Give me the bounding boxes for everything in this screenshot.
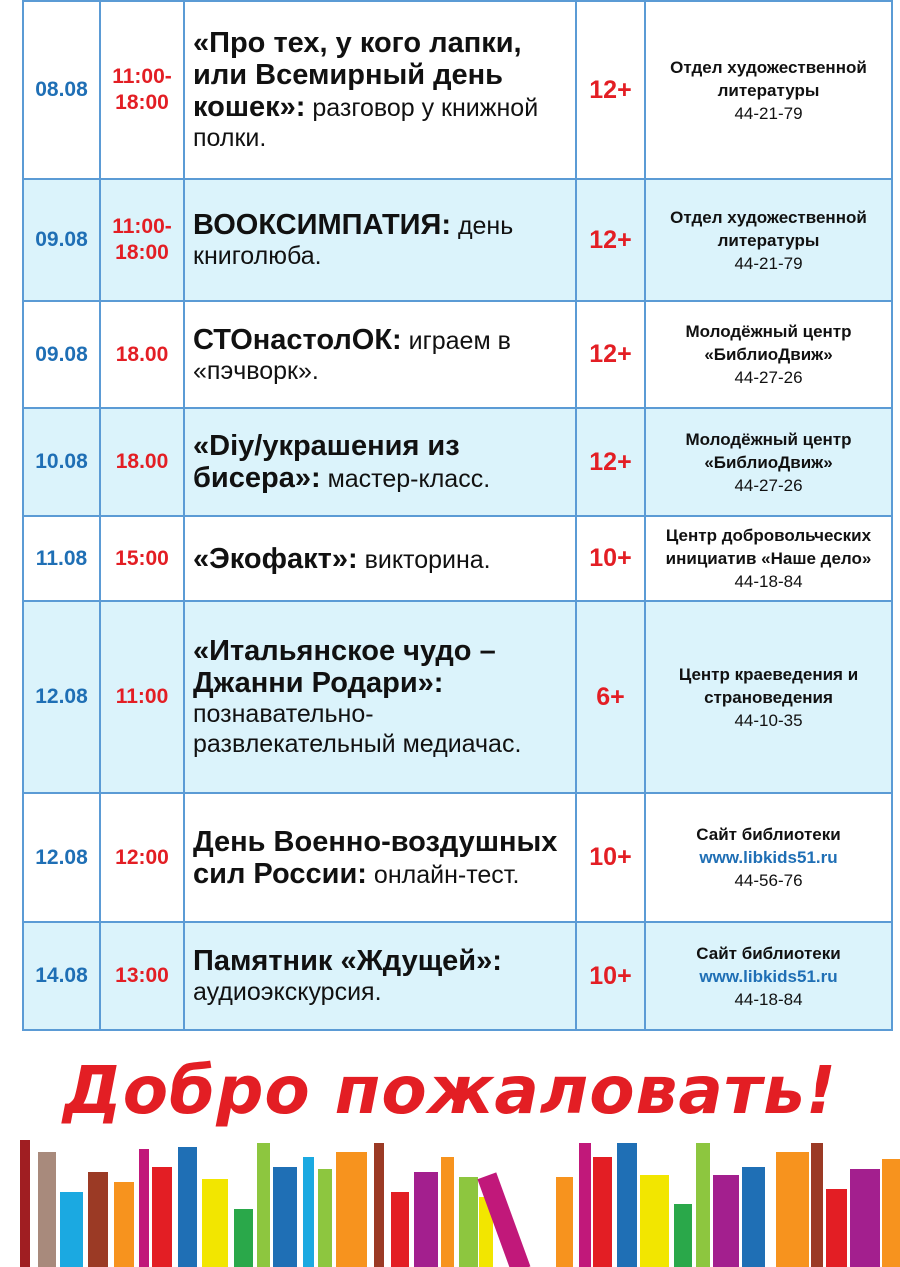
event-description (184, 1, 576, 179)
welcome-heading: Добро пожаловать! (62, 1052, 837, 1129)
book-spine (202, 1179, 228, 1267)
table-row (23, 601, 892, 793)
event-description (184, 793, 576, 922)
event-date: 10.08 (23, 408, 100, 516)
book-spine (593, 1157, 612, 1267)
event-title: Памятник «Ждущей»: (193, 945, 502, 977)
book-spine (696, 1143, 710, 1267)
table-row (23, 179, 892, 301)
event-time: 13:00 (100, 922, 184, 1030)
event-place (645, 922, 892, 1030)
book-spine (234, 1209, 253, 1267)
books-shelf-illustration (0, 1130, 900, 1267)
book-spine (60, 1192, 83, 1267)
event-title: ВООКСИМПАТИЯ: (193, 209, 451, 241)
event-time: 12:00 (100, 793, 184, 922)
age-rating: 12+ (576, 1, 645, 179)
event-place (645, 601, 892, 793)
age-rating: 12+ (576, 408, 645, 516)
age-rating: 6+ (576, 601, 645, 793)
age-rating: 10+ (576, 516, 645, 601)
place-phone: 44-18-84 (734, 572, 803, 591)
book-spine (257, 1143, 270, 1267)
book-spine (38, 1152, 56, 1267)
event-title: «Итальянское чудо – Джанни Родари»: (193, 635, 496, 699)
event-desc: мастер-класс. (320, 465, 491, 493)
place-phone: 44-27-26 (734, 475, 803, 495)
place-phone: 44-21-79 (734, 103, 803, 123)
book-spine (414, 1172, 438, 1267)
event-place (645, 793, 892, 922)
book-spine (303, 1157, 314, 1267)
event-date: 08.08 (23, 1, 100, 179)
table-row (23, 408, 892, 516)
event-place (645, 516, 892, 601)
place-name: Центр добровольческих инициатив «Наше дело» (665, 526, 872, 568)
event-date: 12.08 (23, 793, 100, 922)
book-spine (742, 1167, 765, 1267)
event-time: 11:00- 18:00 (100, 1, 184, 179)
age-rating: 12+ (576, 301, 645, 408)
book-spine (139, 1149, 149, 1267)
event-time: 18.00 (100, 301, 184, 408)
books-icon (20, 1140, 900, 1267)
events-table (22, 0, 893, 1031)
book-spine (88, 1172, 108, 1267)
event-title: «Про тех, у кого лапки, или Всемирный день кошек»: (193, 27, 522, 123)
book-spine (640, 1175, 669, 1267)
event-description (184, 179, 576, 301)
event-place (645, 179, 892, 301)
book-spine (152, 1167, 172, 1267)
place-name: Отдел художественной литературы (670, 207, 867, 250)
event-title: «Экофакт»: (193, 542, 358, 575)
place-phone: 44-18-84 (734, 989, 803, 1009)
book-spine (882, 1159, 900, 1267)
table-row (23, 1, 892, 179)
events-body (23, 1, 892, 1030)
event-time: 15:00 (100, 516, 184, 601)
event-place (645, 1, 892, 179)
book-spine (20, 1140, 30, 1267)
place-name: Сайт библиотеки (696, 943, 841, 963)
place-link[interactable]: www.libkids51.ru (699, 848, 838, 867)
event-date: 11.08 (23, 516, 100, 601)
book-spine (178, 1147, 197, 1267)
place-phone: 44-27-26 (734, 368, 803, 387)
event-desc: познавательно-развлекательный медиачас. (193, 700, 522, 758)
event-place (645, 301, 892, 408)
event-desc: день книголюба. (193, 212, 514, 270)
place-link[interactable]: www.libkids51.ru (699, 966, 838, 986)
event-date: 14.08 (23, 922, 100, 1030)
event-desc: аудиоэкскурсия. (193, 978, 382, 1006)
table-row (23, 793, 892, 922)
place-name: Центр краеведения и страноведения (678, 664, 859, 707)
book-spine (391, 1192, 409, 1267)
event-title: СТОнастолОК: (193, 323, 402, 356)
event-desc: играем в «пэчворк». (193, 326, 511, 385)
book-spine (336, 1152, 367, 1267)
book-spine (713, 1175, 739, 1267)
event-date: 12.08 (23, 601, 100, 793)
event-description (184, 516, 576, 601)
table-row (23, 922, 892, 1030)
book-spine (441, 1157, 454, 1267)
event-time: 11:00- 18:00 (100, 179, 184, 301)
book-spine (459, 1177, 478, 1267)
place-name: Сайт библиотеки (696, 825, 841, 844)
event-date: 09.08 (23, 179, 100, 301)
event-place (645, 408, 892, 516)
place-name: Молодёжный центр «БиблиоДвиж» (685, 322, 852, 364)
book-spine (826, 1189, 847, 1267)
event-time: 11:00 (100, 601, 184, 793)
place-name: Молодёжный центр «БиблиоДвиж» (685, 429, 852, 472)
event-time: 18.00 (100, 408, 184, 516)
table-row (23, 516, 892, 601)
table-row (23, 301, 892, 408)
event-description (184, 601, 576, 793)
book-spine (114, 1182, 134, 1267)
event-description (184, 922, 576, 1030)
event-description (184, 301, 576, 408)
event-title: День Военно-воздушных сил России: (193, 825, 558, 890)
book-spine (776, 1152, 809, 1267)
book-spine (318, 1169, 332, 1267)
event-desc: онлайн-тест. (366, 860, 520, 889)
event-desc: викторина. (357, 545, 491, 574)
book-spine (374, 1143, 384, 1267)
book-spine (811, 1143, 823, 1267)
age-rating: 10+ (576, 922, 645, 1030)
book-spine (674, 1204, 692, 1267)
book-spine (579, 1143, 591, 1267)
event-desc: разговор у книжной полки. (193, 94, 539, 152)
age-rating: 10+ (576, 793, 645, 922)
event-title: «Diy/украшения из бисера»: (193, 430, 460, 494)
book-spine (556, 1177, 573, 1267)
book-spine (617, 1143, 637, 1267)
book-spine (273, 1167, 297, 1267)
place-phone: 44-56-76 (734, 871, 803, 890)
book-spine (850, 1169, 880, 1267)
place-name: Отдел художественной литературы (670, 57, 867, 100)
place-phone: 44-21-79 (734, 253, 803, 273)
event-date: 09.08 (23, 301, 100, 408)
age-rating: 12+ (576, 179, 645, 301)
event-description (184, 408, 576, 516)
place-phone: 44-10-35 (734, 710, 803, 730)
